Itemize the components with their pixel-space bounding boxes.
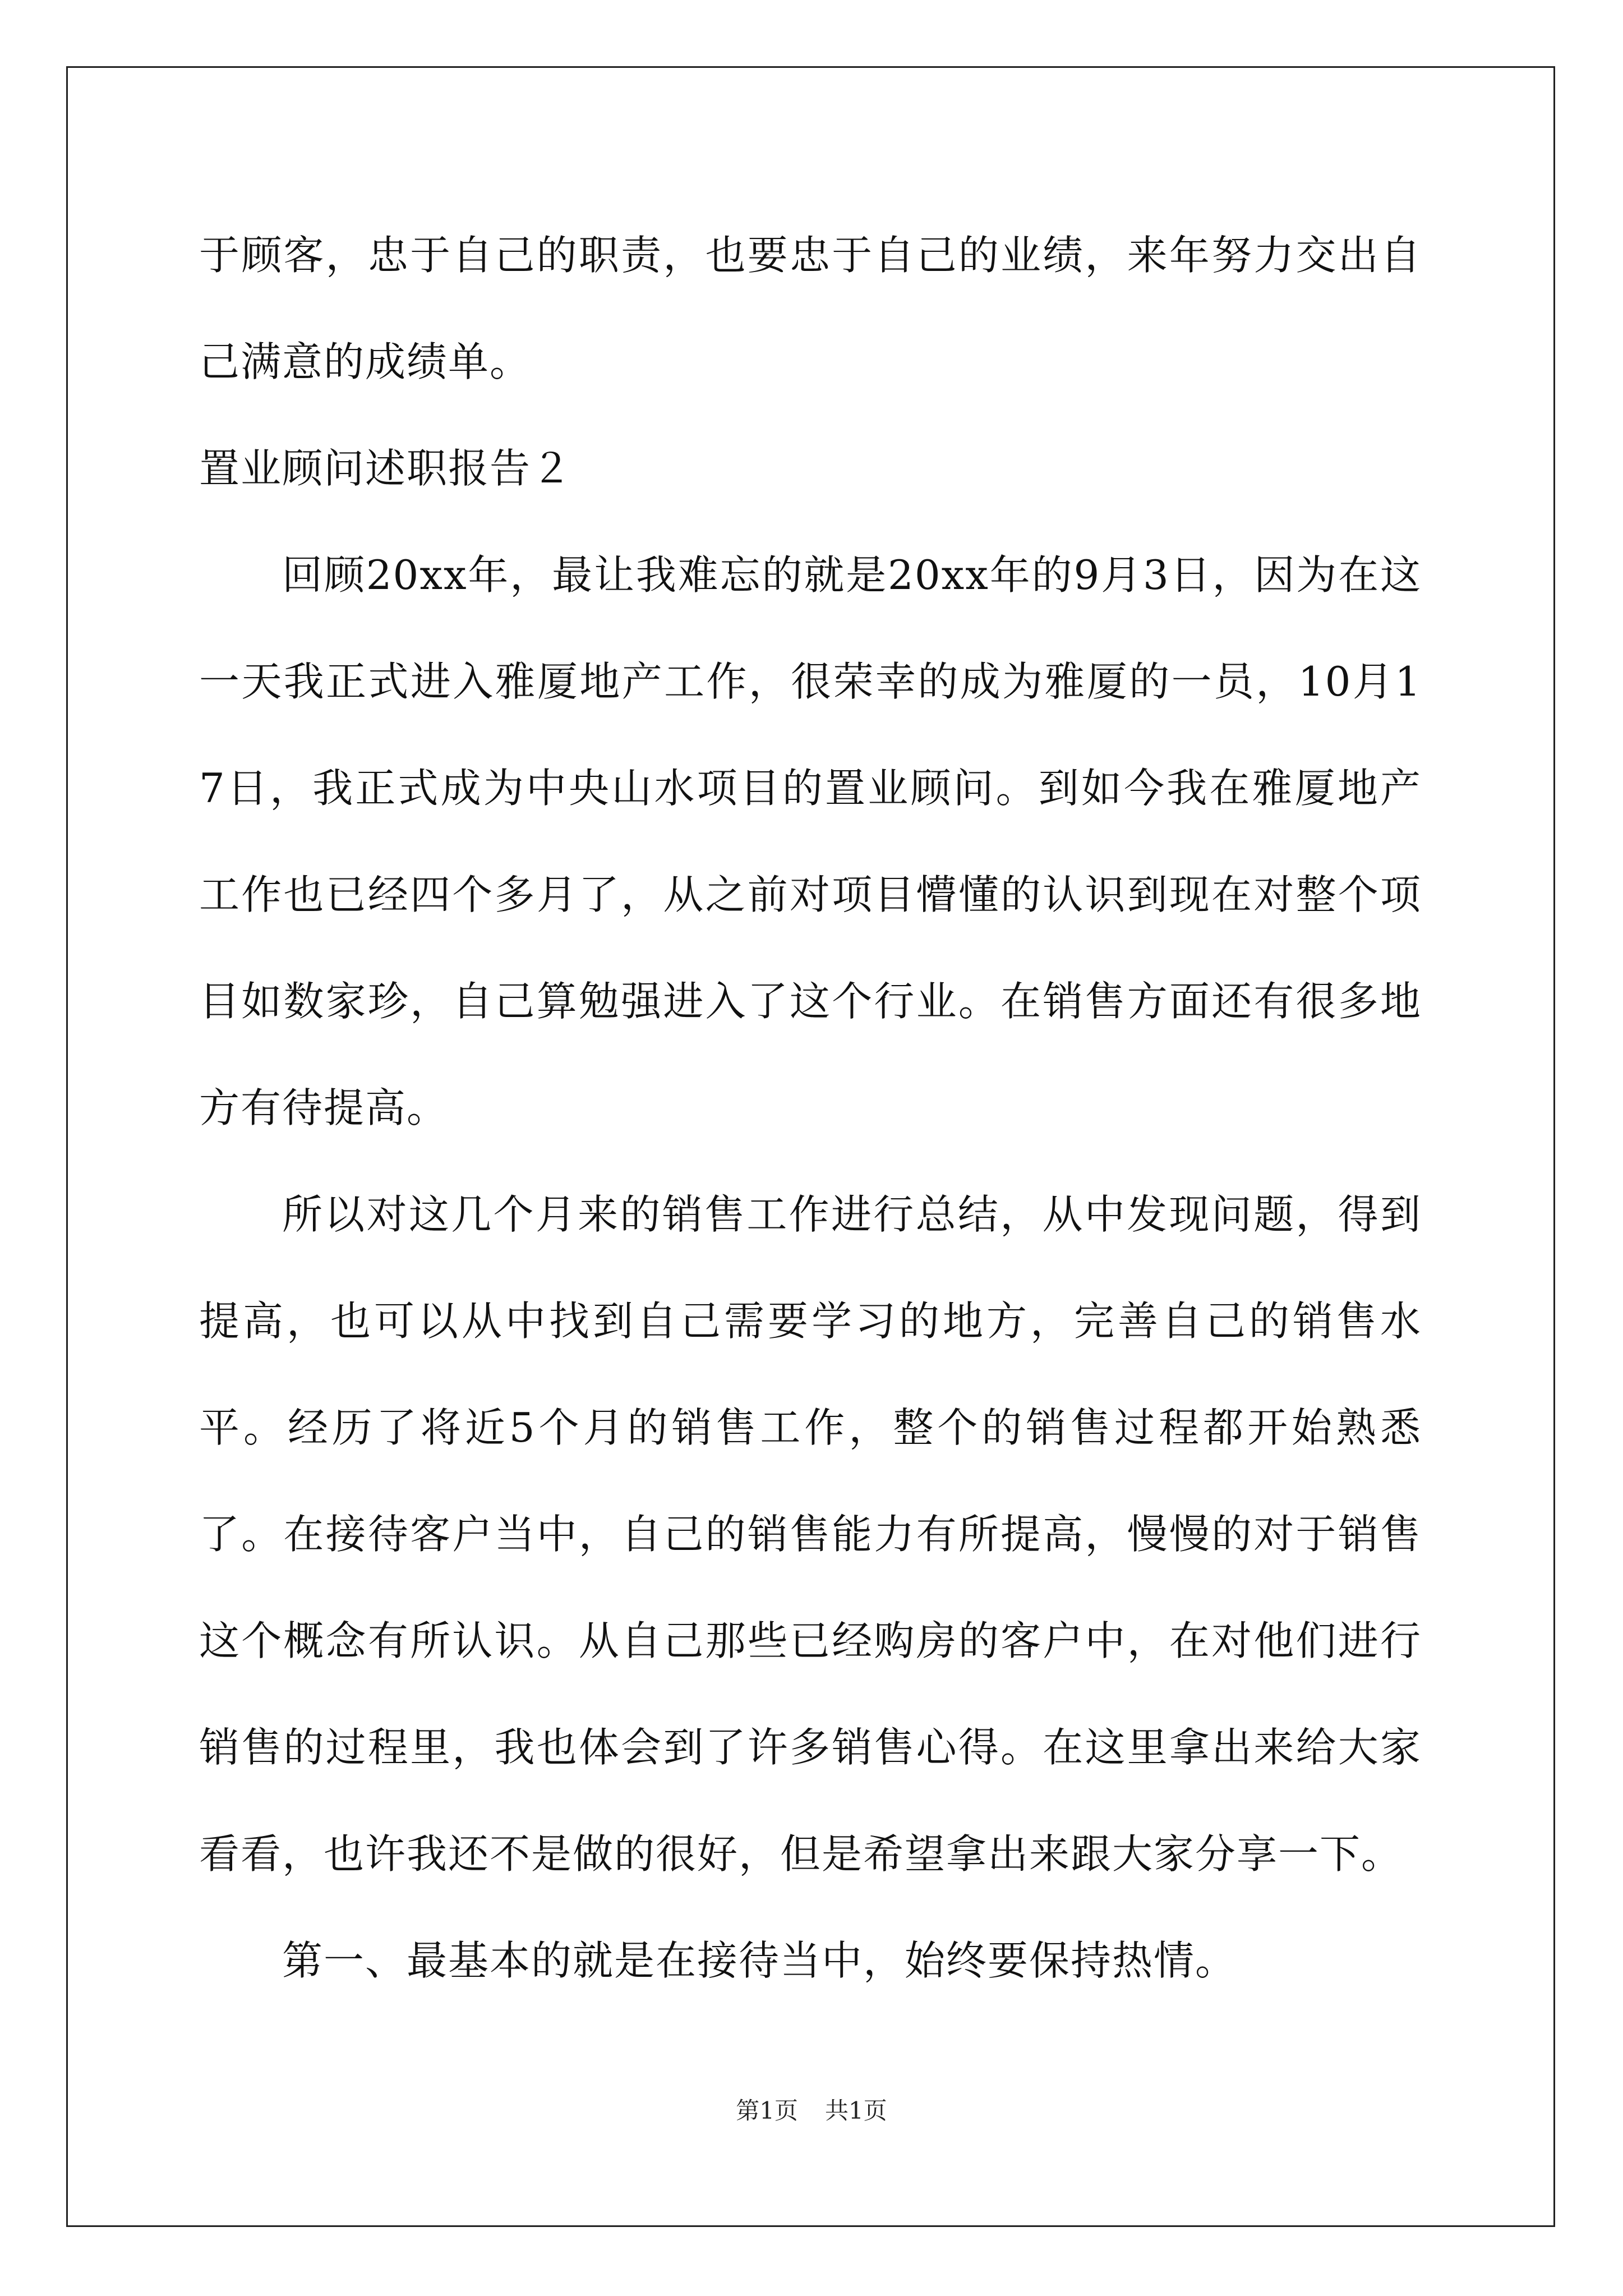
document-body xyxy=(199,202,1422,2014)
paragraph-point-one: 第一、最基本的就是在接待当中，始终要保持热情。 xyxy=(282,1937,1237,1984)
page-number-total: 共1页 xyxy=(825,2097,887,2124)
page-number-current: 第1页 xyxy=(736,2097,798,2124)
paragraph-review: 回顾20xx年，最让我难忘的就是20xx年的9月3日，因为在这一天我正式进入雅厦地产工作，很荣幸的成为雅厦的一员，10月17日，我正式成为中央山水项目的置业顾问。到如今我在雅厦地产工作也已经四个多月了，从之前对项目懵懂的认识到现在对整个项目如数家珍，自己算勉强进入了这个行业。在销售方面还有很多地方有待提高。 xyxy=(199,551,1422,1131)
section-heading: 置业顾问述职报告２ xyxy=(199,445,573,492)
page-footer xyxy=(0,2092,1623,2126)
paragraph-continuation: 于顾客，忠于自己的职责，也要忠于自己的业绩，来年努力交出自己满意的成绩单。 xyxy=(199,232,1422,385)
paragraph-summary: 所以对这几个月来的销售工作进行总结，从中发现问题，得到提高，也可以从中找到自己需要学习的地方，完善自己的销售水平。经历了将近5个月的销售工作，整个的销售过程都开始熟悉了。在接待客户当中，自己的销售能力有所提高，慢慢的对于销售这个概念有所认识。从自己那些已经购房的客户中，在对他们进行销售的过程里，我也体会到了许多销售心得。在这里拿出来给大家看看，也许我还不是做的很好，但是希望拿出来跟大家分享一下。 xyxy=(199,1191,1422,1878)
